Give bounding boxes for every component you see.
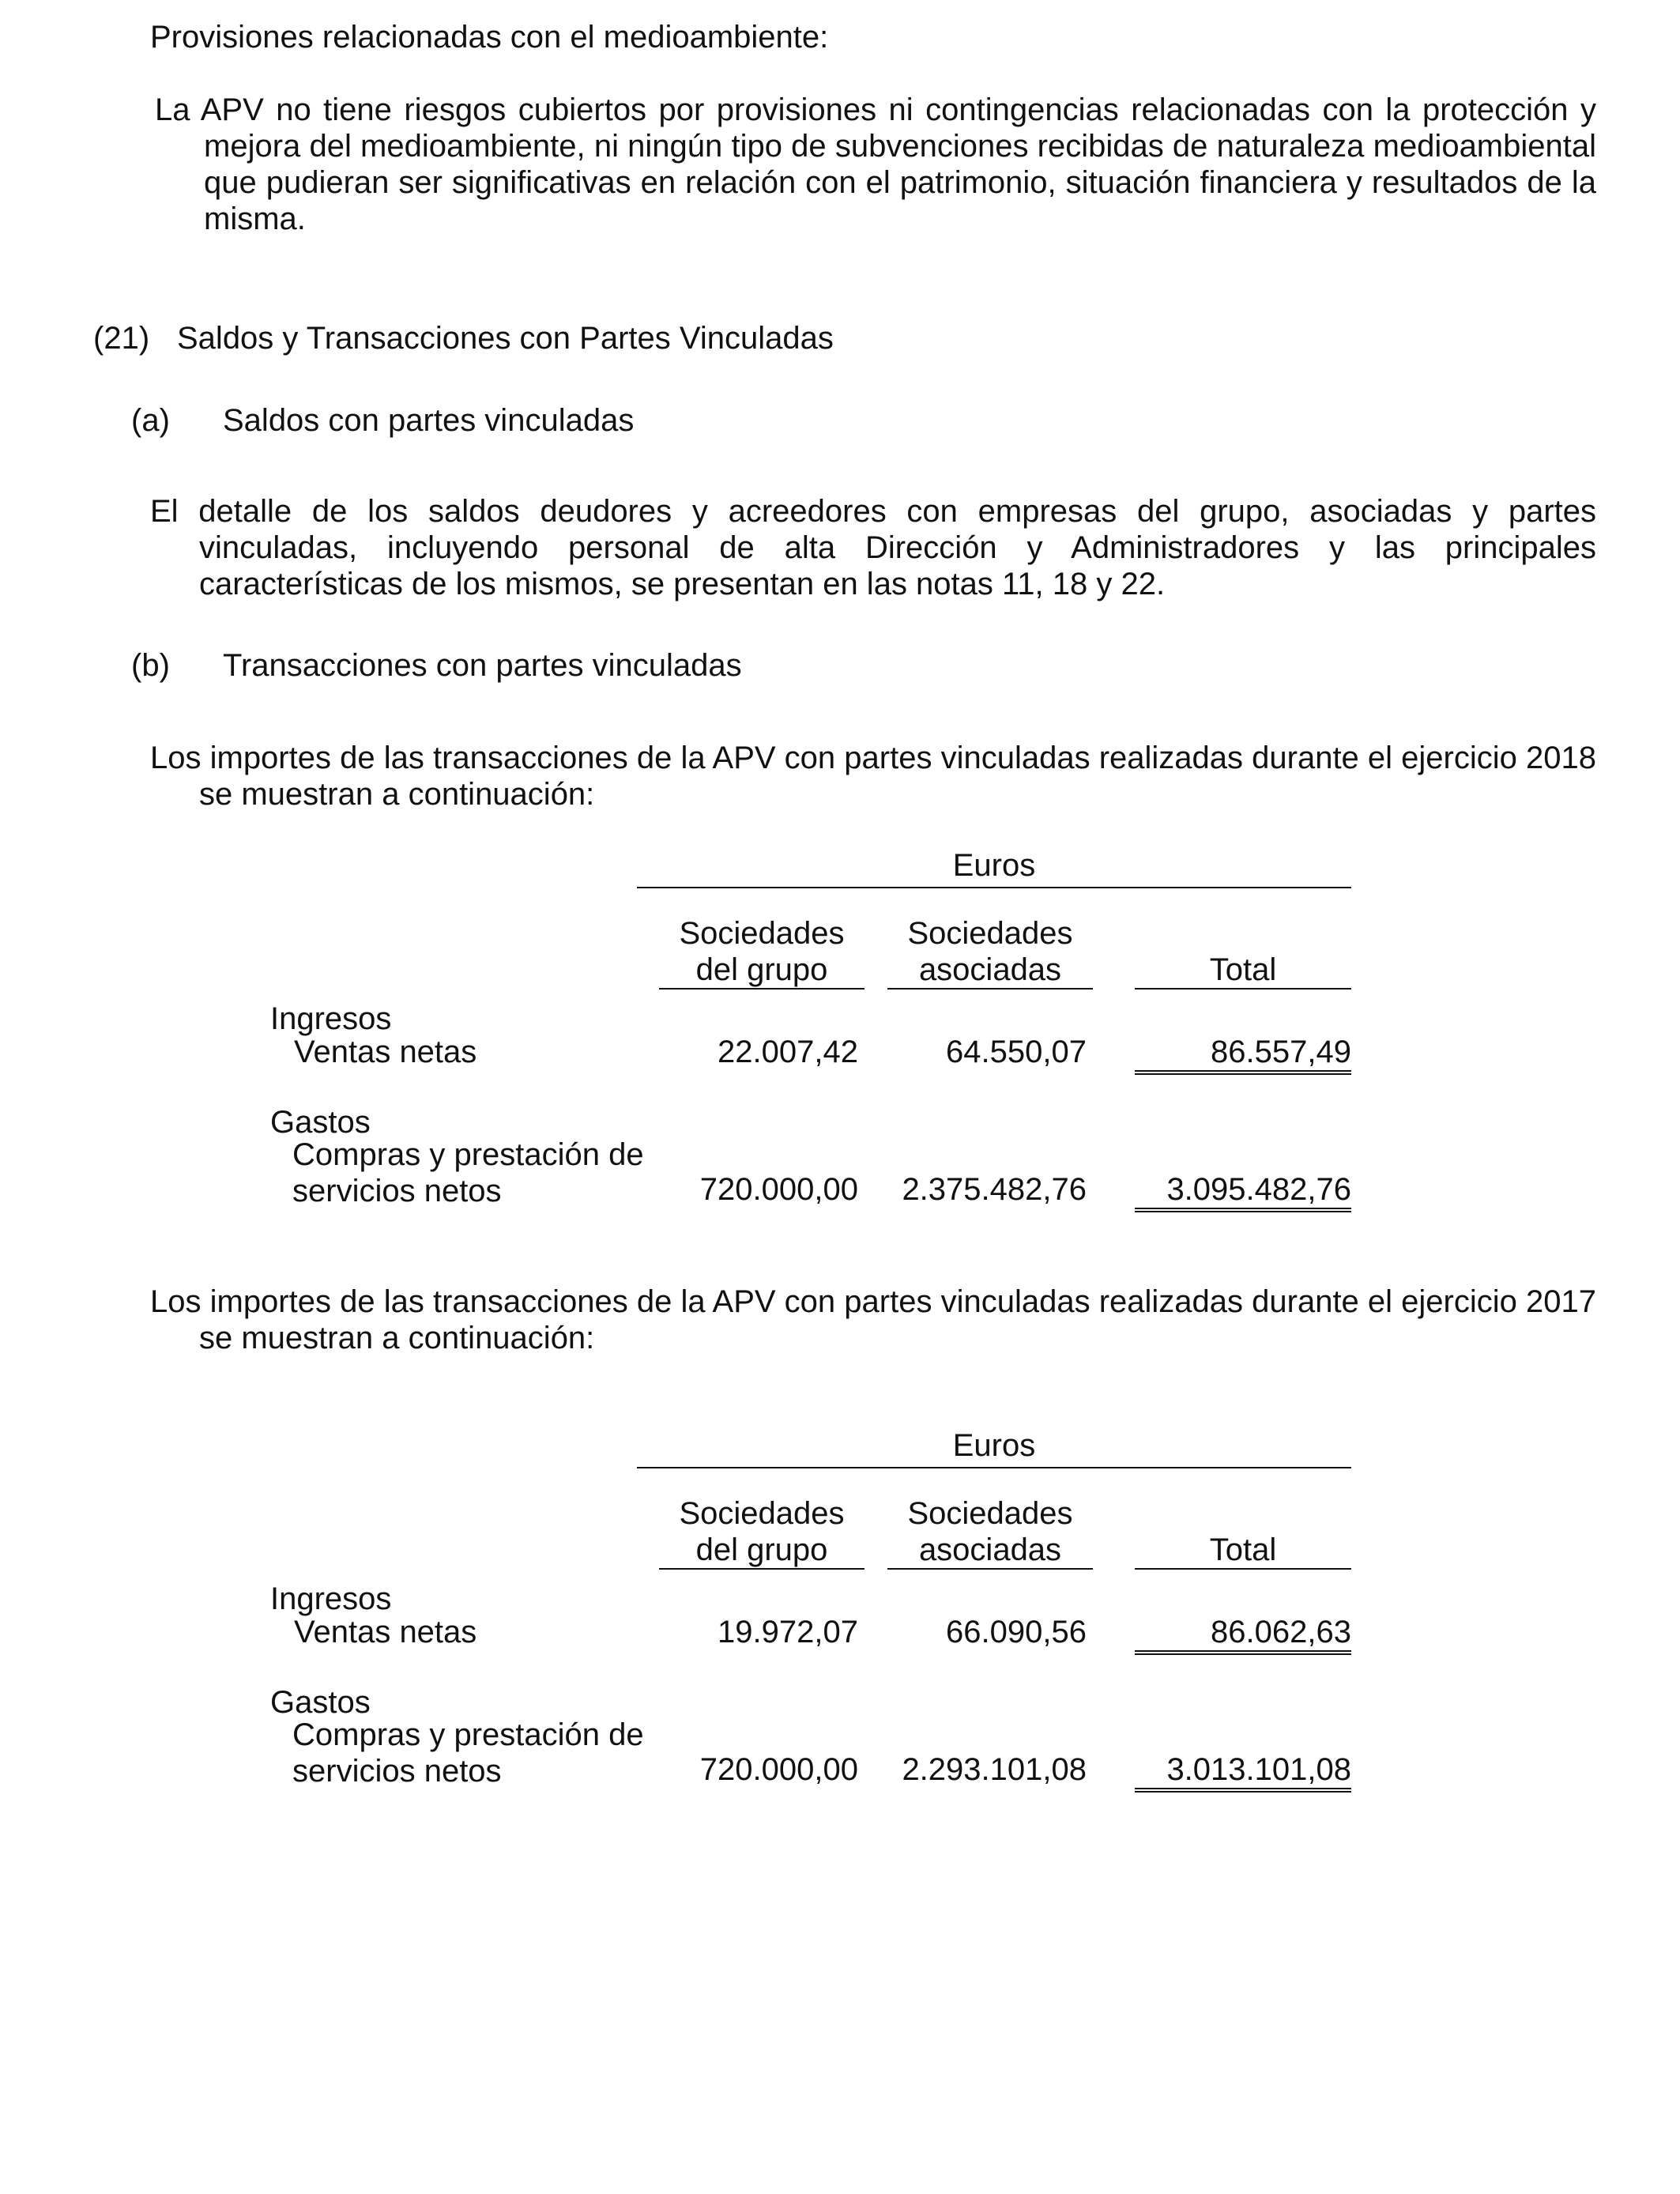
table-2017-ventas-asociadas: 66.090,56 xyxy=(946,1615,1087,1649)
col-group-line1: Sociedades xyxy=(679,1496,845,1531)
table-2017-compras-total: 3.013.101,08 xyxy=(1135,1751,1351,1793)
subsection-b-title: Transacciones con partes vinculadas xyxy=(223,648,742,683)
subsection-a-paragraph: El detalle de los saldos deudores y acreedores con empresas del grupo, asociadas y partes vinculadas, incluyendo personal de alta Dirección y Administradores y las principales características de los mismos, se presentan en las notas 11, 18 y 22. xyxy=(150,494,1596,601)
table-2018-ventas-total: 86.557,49 xyxy=(1135,1034,1351,1075)
subsection-a-title: Saldos con partes vinculadas xyxy=(223,403,635,438)
section-number: (21) xyxy=(93,321,150,356)
col-assoc-line2: asociadas xyxy=(918,952,1062,987)
table-2017-ingresos-label: Ingresos xyxy=(270,1581,392,1616)
table-2018-col-total-header: Total xyxy=(1135,952,1351,990)
col-assoc-line2: asociadas xyxy=(918,1532,1062,1567)
intro-2018-paragraph: Los importes de las transacciones de la APV con partes vinculadas realizadas durante el ejercicio 2018 se muestran a continuación: xyxy=(150,741,1596,812)
table-2017-currency: Euros xyxy=(637,1427,1351,1468)
subsection-b-letter: (b) xyxy=(131,648,170,683)
table-2017-compras-grupo: 720.000,00 xyxy=(699,1752,858,1787)
compras-line2: servicios netos xyxy=(292,1754,502,1789)
col-group-line1: Sociedades xyxy=(679,916,845,951)
table-2018-compras-label xyxy=(292,1137,644,1209)
table-2018-currency: Euros xyxy=(637,847,1351,888)
table-2017-col-group-header xyxy=(659,1495,864,1570)
table-2018-compras-total: 3.095.482,76 xyxy=(1135,1171,1351,1212)
table-2017-ventas-label: Ventas netas xyxy=(294,1615,477,1649)
env-paragraph: La APV no tiene riesgos cubiertos por provisiones ni contingencias relacionadas con la protección y mejora del medioambiente, ni ningún tipo de subvenciones recibidas de naturaleza medioambiental que pudieran ser significativas en relación con el patrimonio, situación financiera y resultados de la misma. xyxy=(155,92,1596,236)
col-assoc-line1: Sociedades xyxy=(907,1496,1073,1531)
table-2018-ingresos-label: Ingresos xyxy=(270,1001,392,1036)
table-2017-compras-asociadas: 2.293.101,08 xyxy=(902,1752,1087,1787)
table-2018-compras-asociadas: 2.375.482,76 xyxy=(902,1172,1087,1207)
intro-2017-paragraph: Los importes de las transacciones de la APV con partes vinculadas realizadas durante el ejercicio 2017 se muestran a continuación: xyxy=(150,1284,1596,1355)
col-group-line2: del grupo xyxy=(695,1532,828,1567)
subsection-a-letter: (a) xyxy=(131,403,170,438)
compras-line1: Compras y prestación de xyxy=(292,1717,644,1752)
table-2018-gastos-label: Gastos xyxy=(270,1105,371,1140)
table-2017-col-assoc-header xyxy=(887,1495,1093,1570)
table-2018-ventas-label: Ventas netas xyxy=(294,1035,477,1069)
table-2017-gastos-label: Gastos xyxy=(270,1685,371,1720)
table-2018-compras-grupo: 720.000,00 xyxy=(699,1172,858,1207)
table-2018-col-group-header xyxy=(659,915,864,990)
table-2017-ventas-grupo: 19.972,07 xyxy=(718,1615,858,1649)
section-title: Saldos y Transacciones con Partes Vinculadas xyxy=(177,321,834,356)
compras-line1: Compras y prestación de xyxy=(292,1137,644,1172)
table-2017-compras-label xyxy=(292,1717,644,1789)
table-2018-ventas-asociadas: 64.550,07 xyxy=(946,1035,1087,1069)
col-assoc-line1: Sociedades xyxy=(907,916,1073,951)
table-2017-col-total-header: Total xyxy=(1135,1532,1351,1570)
compras-line2: servicios netos xyxy=(292,1174,502,1208)
table-2018-col-assoc-header xyxy=(887,915,1093,990)
table-2017-ventas-total: 86.062,63 xyxy=(1135,1614,1351,1655)
col-group-line2: del grupo xyxy=(695,952,828,987)
table-2018-ventas-grupo: 22.007,42 xyxy=(718,1035,858,1069)
env-heading: Provisiones relacionadas con el medioambiente: xyxy=(150,20,829,55)
